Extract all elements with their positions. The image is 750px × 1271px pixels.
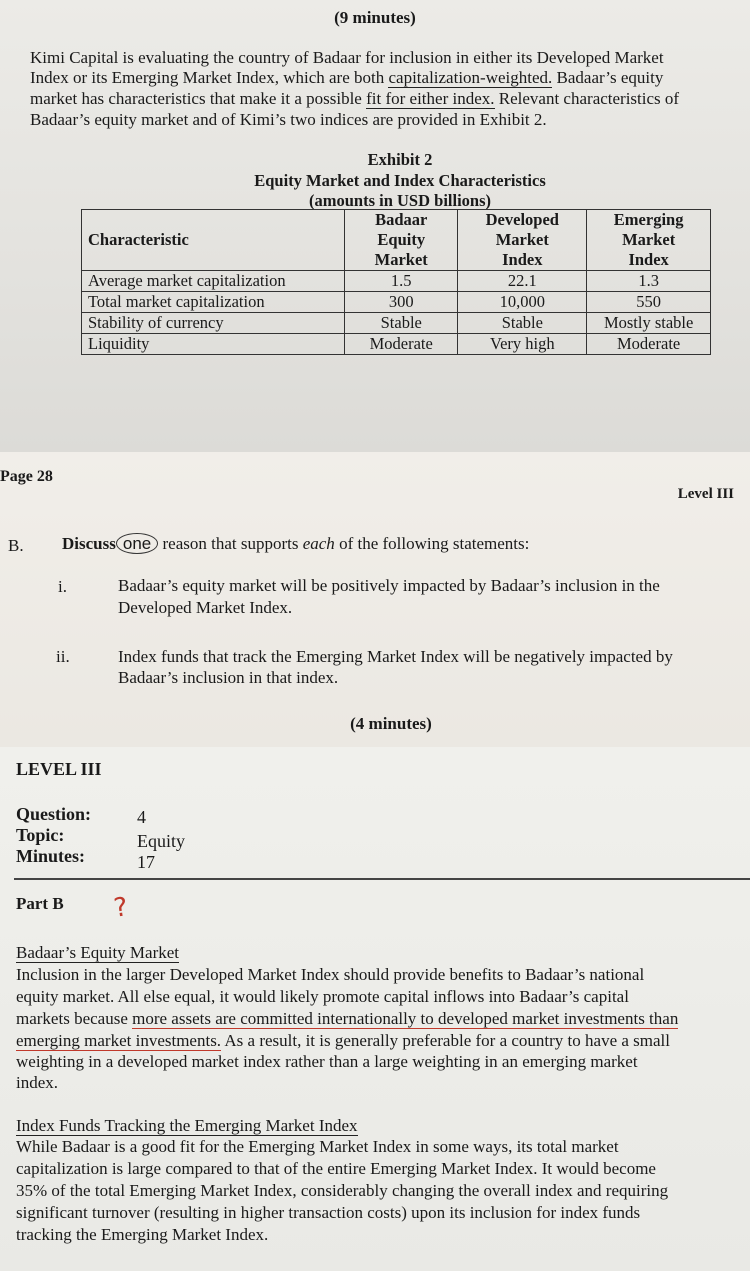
answer-line: 35% of the total Emerging Market Index, considerably changing the overall index and requiring	[16, 1181, 669, 1200]
table-row	[82, 292, 711, 313]
question-label: Question:	[16, 804, 92, 824]
row-label: Liquidity	[82, 334, 345, 355]
row-label: Total market capitalization	[82, 292, 345, 313]
time-allotment: (9 minutes)	[334, 8, 416, 27]
stem-line-1: Kimi Capital is evaluating the country of Badaar for inclusion in either its Developed Market	[30, 48, 664, 67]
answer-line: markets because more assets are committed internationally to developed market investments than	[16, 1009, 679, 1028]
exhibit-title: Exhibit 2	[367, 150, 433, 169]
red-underlined-phrase: emerging market investments.	[16, 1031, 222, 1050]
cell-value: Mostly stable	[587, 313, 711, 334]
minutes-label: Minutes:	[16, 846, 85, 866]
exhibit-subtitle: Equity Market and Index Characteristics	[254, 171, 546, 190]
answer-line: capitalization is large compared to that of the entire Emerging Market Index. It would become	[16, 1159, 656, 1178]
exhibit-units: (amounts in USD billions)	[308, 191, 491, 210]
table-row	[82, 334, 711, 355]
exhibit-table	[81, 209, 711, 355]
cell-value: 550	[587, 292, 711, 313]
minutes-value: 17	[137, 852, 155, 872]
part-b-question-photo	[0, 452, 750, 747]
stem-line-2: Index or its Emerging Market Index, which are both capitalization-weighted. Badaar’s equity	[30, 68, 664, 87]
answer-line: emerging market investments. As a result, it is generally preferable for a country to have a small	[16, 1031, 670, 1050]
divider	[14, 878, 750, 880]
cell-value: 1.3	[587, 271, 711, 292]
answer-line: weighting in a developed market index rather than a large weighting in an emerging market	[16, 1052, 638, 1071]
section-title: Badaar’s Equity Market	[16, 943, 180, 962]
item-line: Badaar’s equity market will be positively impacted by Badaar’s inclusion in the	[118, 576, 660, 595]
column-header-developed: Developed Market Index	[458, 210, 587, 271]
cell-value: Stable	[458, 313, 587, 334]
answer-line: tracking the Emerging Market Index.	[16, 1225, 269, 1244]
cell-value: 22.1	[458, 271, 587, 292]
answer-line: Inclusion in the larger Developed Market Index should provide benefits to Badaar’s national	[16, 965, 645, 984]
page-number: Page 28	[0, 468, 53, 485]
table-row	[82, 313, 711, 334]
stem-line-3: market has characteristics that make it a possible fit for either index. Relevant characteristics of	[30, 89, 680, 108]
answer-guideline-photo	[0, 747, 750, 1271]
table-row	[82, 271, 711, 292]
cell-value: 10,000	[458, 292, 587, 313]
cell-value: 300	[345, 292, 458, 313]
answer-line: significant turnover (resulting in higher transaction costs) upon its inclusion for index funds	[16, 1203, 641, 1222]
cell-value: Very high	[458, 334, 587, 355]
item-line: Developed Market Index.	[118, 598, 293, 617]
question-stem-photo	[0, 0, 750, 452]
item-number: i.	[58, 577, 67, 596]
table-header-row	[82, 210, 711, 271]
discuss-instruction: Discuss one reason that supports each of the following statements:	[62, 534, 530, 553]
cell-value: Stable	[345, 313, 458, 334]
underlined-phrase: fit for either index.	[366, 89, 495, 108]
row-label: Stability of currency	[82, 313, 345, 334]
cell-value: Moderate	[587, 334, 711, 355]
cell-value: Moderate	[345, 334, 458, 355]
topic-label: Topic:	[16, 825, 65, 845]
section-title: Index Funds Tracking the Emerging Market Index	[16, 1116, 358, 1135]
time-allotment: (4 minutes)	[350, 714, 432, 733]
stem-line-4: Badaar’s equity market and of Kimi’s two indices are provided in Exhibit 2.	[30, 110, 547, 129]
answer-line: index.	[16, 1073, 59, 1092]
column-header-badaar: Badaar Equity Market	[345, 210, 458, 271]
topic-value: Equity	[137, 831, 185, 851]
part-letter: B.	[8, 536, 24, 555]
question-value: 4	[137, 807, 146, 827]
circled-word: one	[116, 533, 158, 554]
item-number: ii.	[56, 647, 70, 666]
level-label: Level III	[677, 486, 734, 502]
item-line: Index funds that track the Emerging Market Index will be negatively impacted by	[118, 647, 673, 666]
part-heading: Part B	[16, 894, 64, 913]
item-line: Badaar’s inclusion in that index.	[118, 668, 339, 687]
column-header-emerging: Emerging Market Index	[587, 210, 711, 271]
column-header-characteristic: Characteristic	[82, 210, 345, 271]
answer-line: equity market. All else equal, it would likely promote capital inflows into Badaar’s capital	[16, 987, 629, 1006]
underlined-phrase: capitalization-weighted.	[388, 68, 553, 87]
handwritten-question-mark: ?	[111, 892, 130, 924]
row-label: Average market capitalization	[82, 271, 345, 292]
cell-value: 1.5	[345, 271, 458, 292]
level-heading: LEVEL III	[16, 759, 102, 779]
answer-line: While Badaar is a good fit for the Emerging Market Index in some ways, its total market	[16, 1137, 619, 1156]
red-underlined-phrase: more assets are committed internationally to developed market investments than	[132, 1009, 679, 1028]
